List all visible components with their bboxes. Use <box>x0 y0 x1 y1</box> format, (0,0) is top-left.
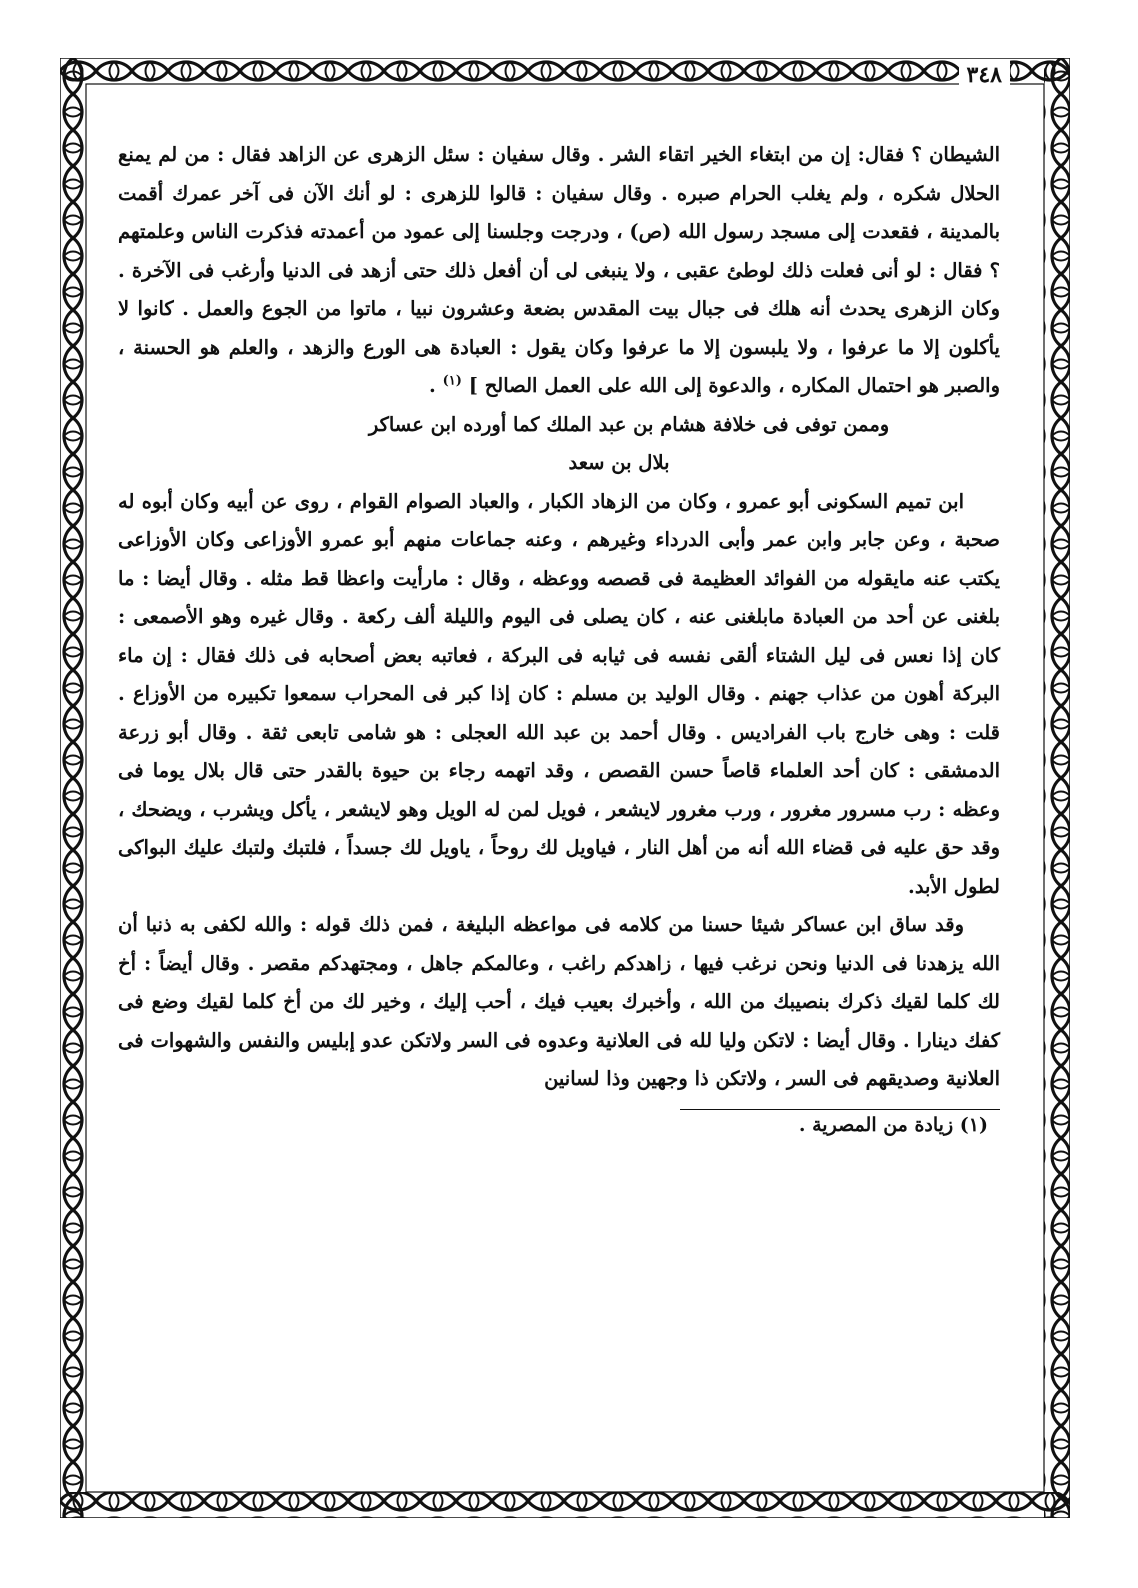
closing-punct: . <box>429 374 443 397</box>
sayings-paragraph: وقد ساق ابن عساكر شيئا حسنا من كلامه فى مواعظه البليغة ، فمن ذلك قوله : والله لكفى به ذنبا أن الله يزهدنا فى الدنيا ونحن نرغب فيها ، زاهدكم راغب ، وعالمكم جاهل ، ومجتهدكم مقصر . وقال أيضاً : أخ لك كلما لقيك ذكرك بنصيبك من الله ، وأخبرك بعيب فيك ، أحب إليك ، وخير لك من أخ كلما لقيك وضع فى كفك دينارا . وقال أيضا : لاتكن وليا لله فى العلانية وعدوه فى السر ولاتكن عدو إبليس والنفس والشهوات فى العلانية وصديقهم فى السر ، ولاتكن ذا وجهين وذا لسانين <box>118 913 1000 1090</box>
section-heading: بلال بن سعد <box>568 451 670 474</box>
footnote-text: زيادة من المصرية . <box>798 1113 954 1136</box>
footnote-reference: (١) <box>442 373 462 389</box>
section-intro: وممن توفى فى خلافة هشام بن عبد الملك كما أورده ابن عساكر <box>368 412 890 436</box>
opening-text: الشيطان ؟ فقال: إن من ابتغاء الخير اتقاء الشر . وقال سفيان : سئل الزهرى عن الزاهد فقال : من لم يمنع الحلال شكره ، ولم يغلب الحرام صبره . وقال سفيان : قالوا للزهرى : لو أنك الآن فى آخر عمرك أقمت بالمدينة ، فقعدت إلى مسجد رسول الله (ص) ، ودرجت وجلسنا إلى عمود من أعمدته فذكرت الناس وعلمتهم ؟ فقال : لو أنى فعلت ذلك لوطئ عقبى ، ولا ينبغى لى أن أفعل ذلك حتى أزهد فى الدنيا وأرغب فى الآخرة . وكان الزهرى يحدث أنه هلك فى جبال بيت المقدس بضعة وعشرون نبيا ، ماتوا من الجوع والعمل . كانوا لا يأكلون إلا ما عرفوا ، ولا يلبسون إلا ما عرفوا وكان يقول : العبادة هى الورع والزهد ، والعلم هو الحسنة ، والصبر هو احتمال المكاره ، والدعوة إلى الله على العمل الصالح ] <box>118 143 1000 397</box>
page-body <box>118 136 1000 1140</box>
biography-paragraph: ابن تميم السكونى أبو عمرو ، وكان من الزهاد الكبار ، والعباد الصوام القوام ، روى عن أبيه وكان أبوه له صحبة ، وعن جابر وابن عمر وأبى الدرداء وغيرهم ، وعنه جماعات منهم أبو عمرو الأوزاعى وكان الأوزاعى يكتب عنه مايقوله من الفوائد العظيمة فى قصصه ووعظه ، وقال : مارأيت واعظا قط مثله . وقال أيضا : ما بلغنى عن أحد من العبادة مابلغنى عنه ، كان يصلى فى اليوم والليلة ألف ركعة . وقال غيره وهو الأصمعى : كان إذا نعس فى ليل الشتاء ألقى نفسه فى ثيابه فى البركة ، فعاتبه بعض أصحابه فى ذلك فقال : إن ماء البركة أهون من عذاب جهنم . وقال الوليد بن مسلم : كان إذا كبر فى المحراب سمعوا تكبيره من الأوزاع . قلت : وهى خارج باب الفراديس . وقال أحمد بن عبد الله العجلى : هو شامى تابعى ثقة . وقال أبو زرعة الدمشقى : كان أحد العلماء قاصاً حسن القصص ، وقد اتهمه رجاء بن حيوة بالقدر حتى قال بلال يوما فى وعظه : رب مسرور مغرور ، ورب مغرور لايشعر ، فويل لمن له الويل وهو لايشعر ، يأكل ويشرب ، ويضحك ، وقد حق عليه فى قضاء الله أنه من أهل النار ، فياويل لك روحاً ، ياويل لك جسداً ، فلتبك ولتبك عليك البواكى لطول الأبد. <box>118 489 1000 898</box>
opening-paragraph <box>118 136 1000 406</box>
footnote <box>118 1110 1000 1140</box>
page-frame <box>60 58 1070 1518</box>
page-number: ٣٤٨ <box>959 60 1010 90</box>
footnote-marker: (١) <box>959 1113 988 1136</box>
